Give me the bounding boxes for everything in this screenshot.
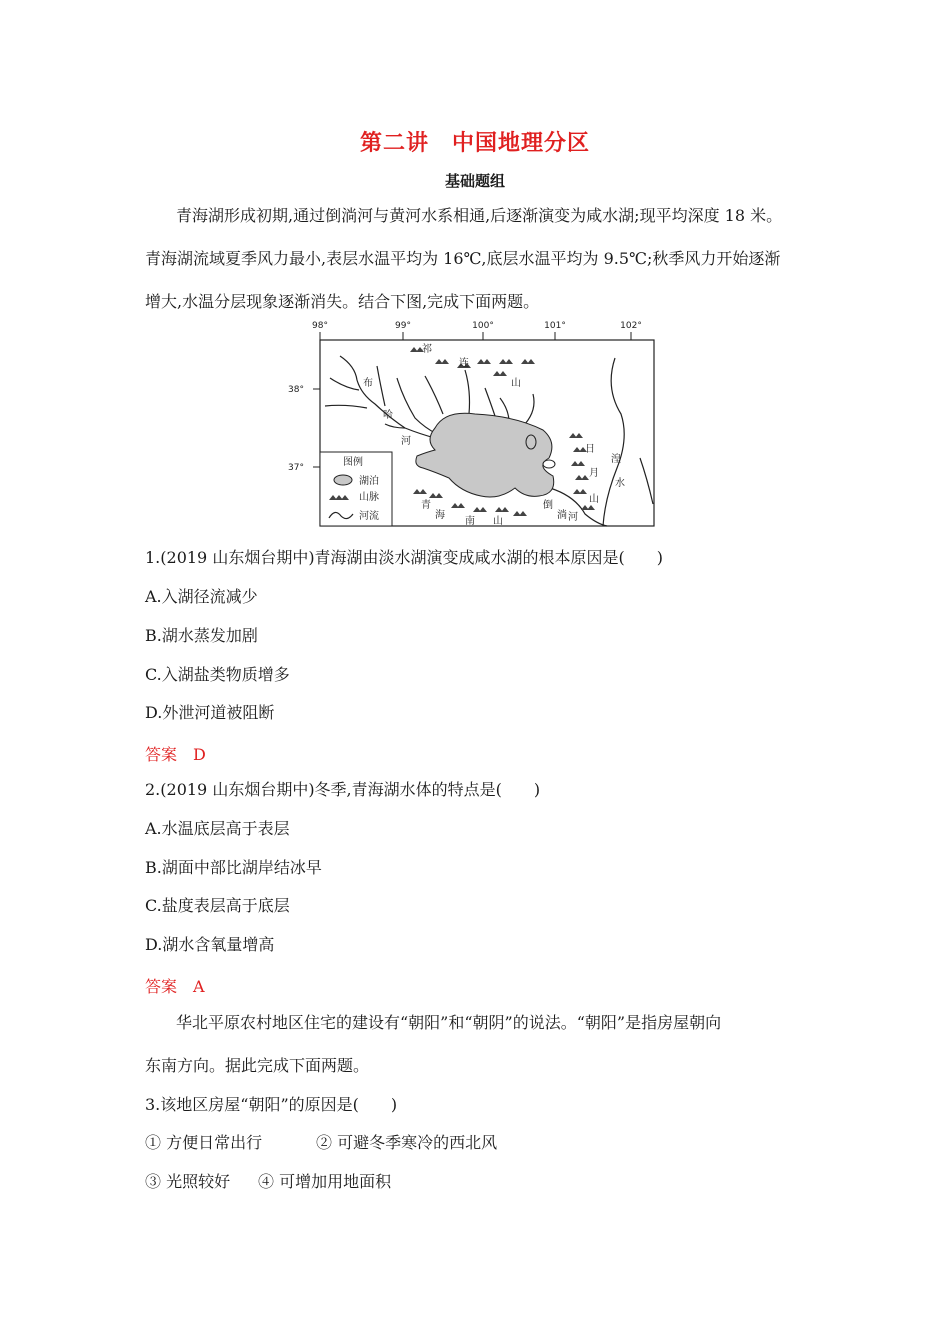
label-riyue-shan: 山: [589, 494, 599, 505]
q2-option-b: B.湖面中部比湖岸结冰早: [145, 858, 322, 877]
answer-label: 答案: [145, 977, 178, 996]
lat-tick: 38°: [288, 385, 304, 395]
intro2-line-1: 华北平原农村地区住宅的建设有“朝阳”和“朝阴”的说法。“朝阳”是指房屋朝向: [176, 1013, 722, 1032]
label-nan: 南: [465, 516, 475, 527]
lon-tick: 101°: [544, 321, 566, 331]
label-yue: 月: [589, 468, 599, 479]
q3-choice-2: ② 可避冬季寒冷的西北风: [316, 1133, 498, 1152]
label-hai: 海: [435, 510, 445, 521]
qinghai-lake: [416, 413, 554, 497]
lon-tick: 102°: [620, 321, 642, 331]
section-subtitle: 基础题组: [444, 172, 505, 190]
label-shui: 水: [615, 478, 625, 489]
island: [543, 460, 555, 468]
lon-tick: 98°: [312, 321, 328, 331]
label-qi: 祁: [422, 344, 432, 355]
q2-option-a: A.水温底层高于表层: [145, 819, 290, 838]
q2-stem: 2.(2019 山东烟台期中)冬季,青海湖水体的特点是( ): [145, 780, 541, 799]
legend-mountain: 山脉: [359, 492, 379, 503]
page-title: 第二讲 中国地理分区: [359, 131, 590, 156]
q3-choice-3: ③ 光照较好: [145, 1172, 231, 1191]
label-lian: 连: [459, 358, 469, 369]
q2-option-c: C.盐度表层高于底层: [145, 896, 290, 915]
label-daohe: 河: [568, 512, 578, 523]
legend-title: 图例: [343, 457, 363, 468]
q1-stem: 1.(2019 山东烟台期中)青海湖由淡水湖演变成咸水湖的根本原因是( ): [145, 548, 664, 567]
answer-value: A: [193, 977, 205, 996]
map-legend: [320, 452, 392, 526]
q1-option-c: C.入湖盐类物质增多: [145, 665, 290, 684]
qinghai-lake-map: [285, 318, 670, 530]
q1-option-d: D.外泄河道被阻断: [145, 703, 275, 722]
intro1-line-3: 增大,水温分层现象逐渐消失。结合下图,完成下面两题。: [145, 292, 540, 311]
intro1-line-2: 青海湖流域夏季风力最小,表层水温平均为 16℃,底层水温平均为 9.5℃;秋季风力开始逐渐: [145, 249, 781, 268]
legend-river: 河流: [359, 511, 379, 522]
q3-stem: 3.该地区房屋“朝阳”的原因是( ): [145, 1095, 398, 1114]
q1-option-a: A.入湖径流减少: [145, 587, 258, 606]
label-nanshan: 山: [493, 516, 503, 527]
label-shan: 山: [511, 378, 521, 389]
q1-answer: [145, 742, 206, 765]
label-tang: 淌: [557, 510, 567, 521]
intro1-line-1: 青海湖形成初期,通过倒淌河与黄河水系相通,后逐渐演变为咸水湖;现平均深度 18 米。: [176, 206, 783, 225]
answer-label: 答案: [145, 745, 178, 764]
q3-choice-1: ① 方便日常出行: [145, 1133, 263, 1152]
label-bu: 布: [363, 378, 373, 389]
q3-choice-4: ④ 可增加用地面积: [258, 1172, 392, 1191]
label-dao: 倒: [543, 500, 553, 511]
label-qing: 青: [421, 500, 431, 511]
label-ri: 日: [585, 444, 595, 455]
label-he: 河: [401, 436, 411, 447]
answer-value: D: [193, 745, 206, 764]
intro2-line-2: 东南方向。据此完成下面两题。: [145, 1056, 370, 1075]
q2-answer: [145, 974, 205, 997]
label-ha: 哈: [383, 410, 393, 421]
lat-tick: 37°: [288, 463, 304, 473]
small-lake: [526, 435, 536, 449]
legend-lake: 湖泊: [359, 476, 379, 487]
q2-option-d: D.湖水含氧量增高: [145, 935, 275, 954]
lon-tick: 99°: [395, 321, 411, 331]
label-huang: 湟: [611, 454, 621, 465]
lon-tick: 100°: [472, 321, 494, 331]
legend-lake-symbol: [334, 475, 352, 485]
q1-option-b: B.湖水蒸发加剧: [145, 626, 258, 645]
